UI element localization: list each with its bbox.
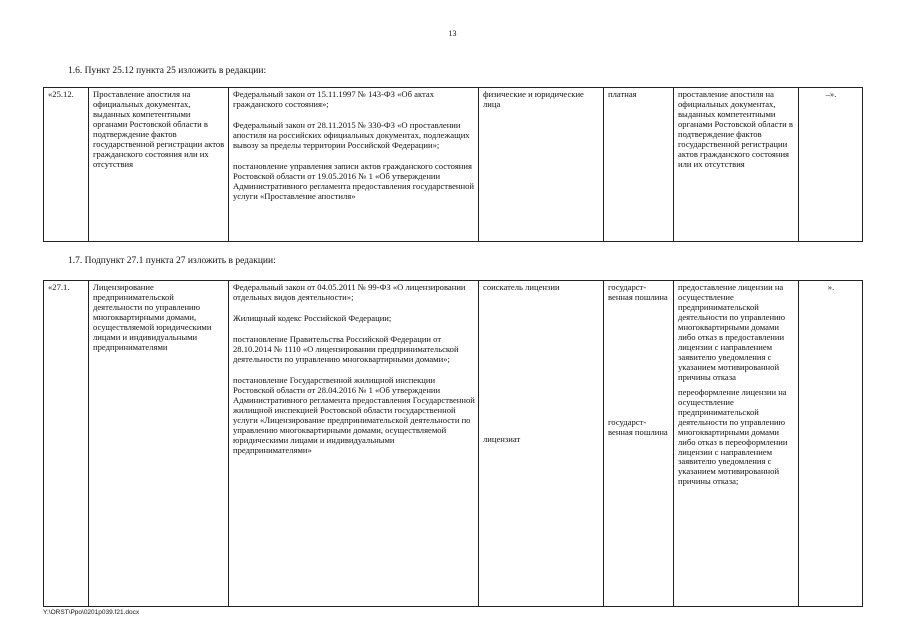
- fee-2: государст-венная пошлина: [608, 416, 668, 437]
- closing-mark: –».: [799, 88, 863, 242]
- section-2-intro: 1.7. Подпункт 27.1 пункта 27 изложить в редакции:: [68, 256, 276, 266]
- item-number: «27.1.: [44, 281, 89, 607]
- applicant-1: соискатель лицензии: [483, 282, 560, 292]
- law-item: Федеральный закон от 28.11.2015 № 330-ФЗ «О проставлении апостиля на российских официальных документах, подлежащих вывозу за пределы территории Российской Федерации»;: [233, 119, 470, 150]
- law-item: постановление Государственной жилищной инспекции Ростовской области от 28.04.2016 № 1 «Об утверждении Административного регламента предоставления Государственной жилищной инспекцией Ростовской области государственной услуги «Лицензирование предпринимательской деятельности по управлению многоквартирными домами, осуществляемой юридическими лицами и индивидуальными предпринимателями»: [233, 374, 475, 455]
- service-name: Лицензирование предпринимательской деятельности по управлению многоквартирными домами, осуществляемой юридическими лицами и индивидуальными предпринимателями: [89, 281, 229, 607]
- item-number: «25.12.: [44, 88, 89, 242]
- page-number: 13: [448, 29, 457, 38]
- section-1-intro: 1.6. Пункт 25.12 пункта 25 изложить в редакции:: [68, 66, 267, 76]
- applicant-2: лицензиат: [483, 433, 521, 444]
- law-item: постановление Правительства Российской Федерации от 28.10.2014 № 1110 «О лицензировании предпринимательской деятельности по управлению многоквартирными домами»;: [233, 333, 459, 364]
- service-result: проставление апостиля на официальных документах, выданных компетентными органами Ростовской области в подтверждение фактов государственной регистрации актов гражданского состояния или их отсутствия: [674, 88, 799, 242]
- law-item: Федеральный закон от 04.05.2011 № 99-ФЗ «О лицензировании отдельных видов деятельности»;: [233, 282, 466, 302]
- service-result: [674, 281, 799, 607]
- result-1: предоставление лицензии на осуществление предпринимательской деятельности по управлению многоквартирными домами либо отказ в предоставлении лицензии с направлением заявителю уведомления с указанием мотивированной причины отказа: [678, 282, 786, 382]
- applicant-category: физические и юридические лица: [479, 88, 604, 242]
- fee-type: платная: [604, 88, 674, 242]
- legal-basis: [229, 281, 479, 607]
- service-name: Проставление апостиля на официальных документах, выданных компетентными органами Ростовской области в подтверждение фактов государственной регистрации актов гражданского состояния или их отсутствия: [89, 88, 229, 242]
- legal-basis: [229, 88, 479, 242]
- law-item: Жилищный кодекс Российской Федерации;: [233, 312, 392, 323]
- table-row: [44, 88, 863, 242]
- footer-file-path: Y:\ORST\Ppo\0201p039.f21.docx: [43, 609, 140, 616]
- applicant-category: [479, 281, 604, 607]
- table-section-1: [43, 87, 863, 242]
- closing-mark: ».: [799, 281, 863, 607]
- table-section-2: [43, 280, 863, 607]
- fee-1: государст-венная пошлина: [608, 282, 668, 302]
- result-2: переоформление лицензии на осуществление предпринимательской деятельности по управлению многоквартирными домами либо отказ в переоформлении лицензии с направлением заявителю уведомления с указанием мотивированной причины отказа;: [678, 386, 788, 487]
- table-row: [44, 281, 863, 607]
- law-item: постановление управления записи актов гражданского состояния Ростовской области от 19.05.2016 № 1 «Об утверждении Административного регламента предоставления государственной услуги «Проставление апостиля»: [233, 160, 474, 201]
- law-item: Федеральный закон от 15.11.1997 № 143-ФЗ «Об актах гражданского состояния»;: [233, 89, 434, 109]
- fee-type: [604, 281, 674, 607]
